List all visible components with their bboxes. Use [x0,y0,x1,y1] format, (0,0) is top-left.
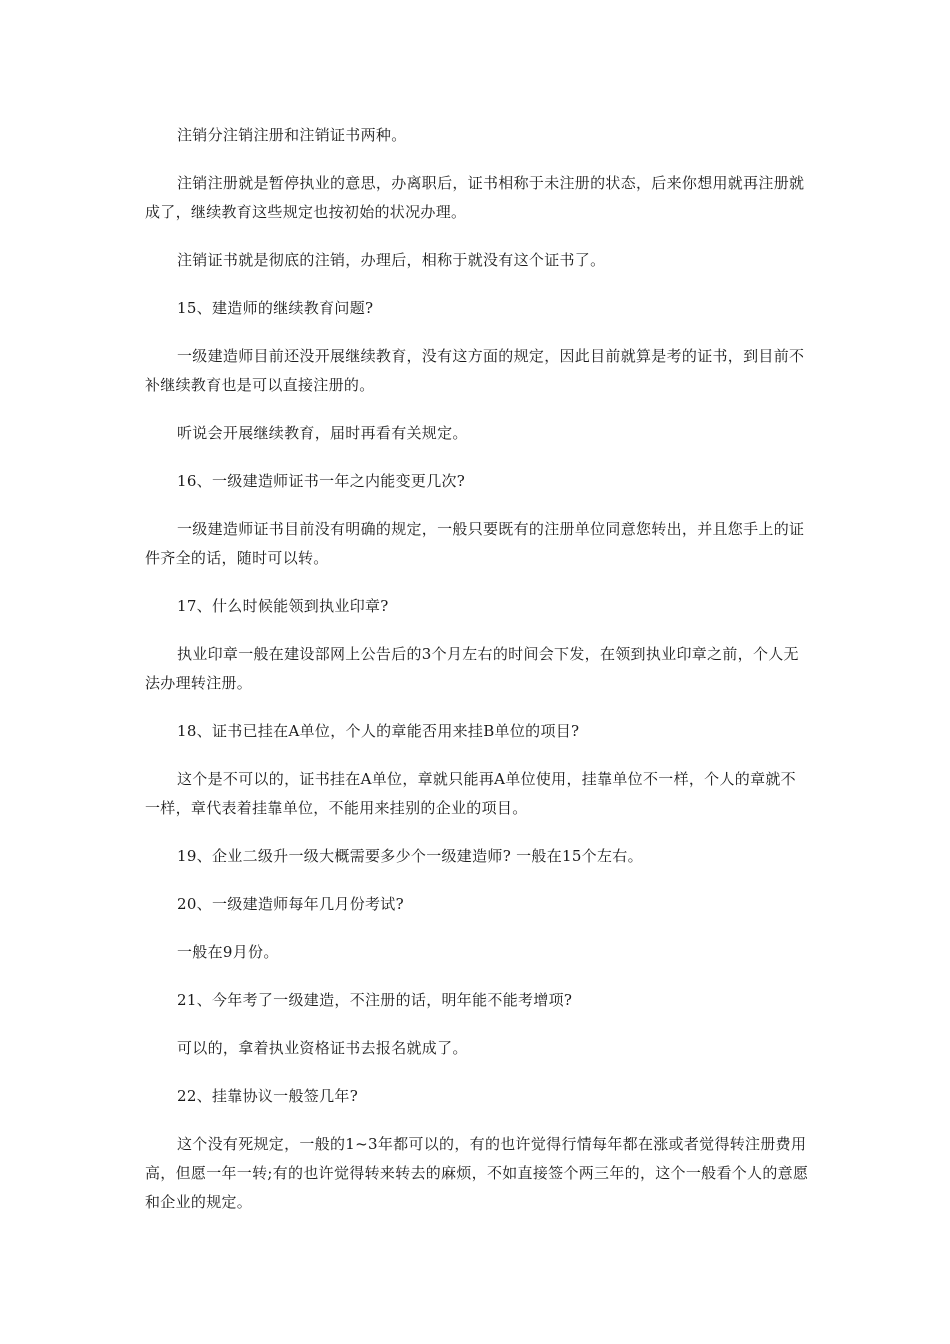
question-19: 19、企业二级升一级大概需要多少个一级建造师? 一般在15个左右。 [177,847,643,865]
question-22: 22、挂靠协议一般签几年? [177,1087,359,1105]
answer-20: 一般在9月份。 [177,943,279,961]
question-16: 16、一级建造师证书一年之内能变更几次? [177,472,466,490]
paragraph-cancellation-types: 注销分注销注册和注销证书两种。 [177,126,407,144]
paragraph-cancel-certificate: 注销证书就是彻底的注销，办理后，相称于就没有这个证书了。 [177,251,606,269]
question-15: 15、建造师的继续教育问题? [177,299,374,317]
answer-15: 一级建造师目前还没开展继续教育，没有这方面的规定，因此目前就算是考的证书，到目前不补继续教育也是可以直接注册的。 [145,347,805,394]
question-18: 18、证书已挂在A单位，个人的章能否用来挂B单位的项目? [177,722,580,740]
answer-16: 一级建造师证书目前没有明确的规定，一般只要既有的注册单位同意您转出，并且您手上的证件齐全的话，随时可以转。 [145,520,805,567]
answer-22: 这个没有死规定，一般的1~3年都可以的，有的也许觉得行情每年都在涨或者觉得转注册费用高，但愿一年一转;有的也许觉得转来转去的麻烦，不如直接签个两三年的，这个一般看个人的意愿和企业的规定。 [145,1135,809,1211]
paragraph-cancel-registration: 注销注册就是暂停执业的意思，办离职后，证书相称于未注册的状态，后来你想用就再注册就成了，继续教育这些规定也按初始的状况办理。 [145,174,805,221]
answer-21: 可以的，拿着执业资格证书去报名就成了。 [177,1039,468,1057]
answer-17: 执业印章一般在建设部网上公告后的3个月左右的时间会下发，在领到执业印章之前，个人无法办理转注册。 [145,645,799,692]
answer-15-note: 听说会开展继续教育，届时再看有关规定。 [177,424,468,442]
question-17: 17、什么时候能领到执业印章? [177,597,389,615]
document-body [145,121,810,1217]
question-21: 21、今年考了一级建造，不注册的话，明年能不能考增项? [177,991,573,1009]
question-20: 20、一级建造师每年几月份考试? [177,895,404,913]
answer-18: 这个是不可以的，证书挂在A单位，章就只能再A单位使用，挂靠单位不一样，个人的章就不一样，章代表着挂靠单位，不能用来挂别的企业的项目。 [145,770,796,817]
